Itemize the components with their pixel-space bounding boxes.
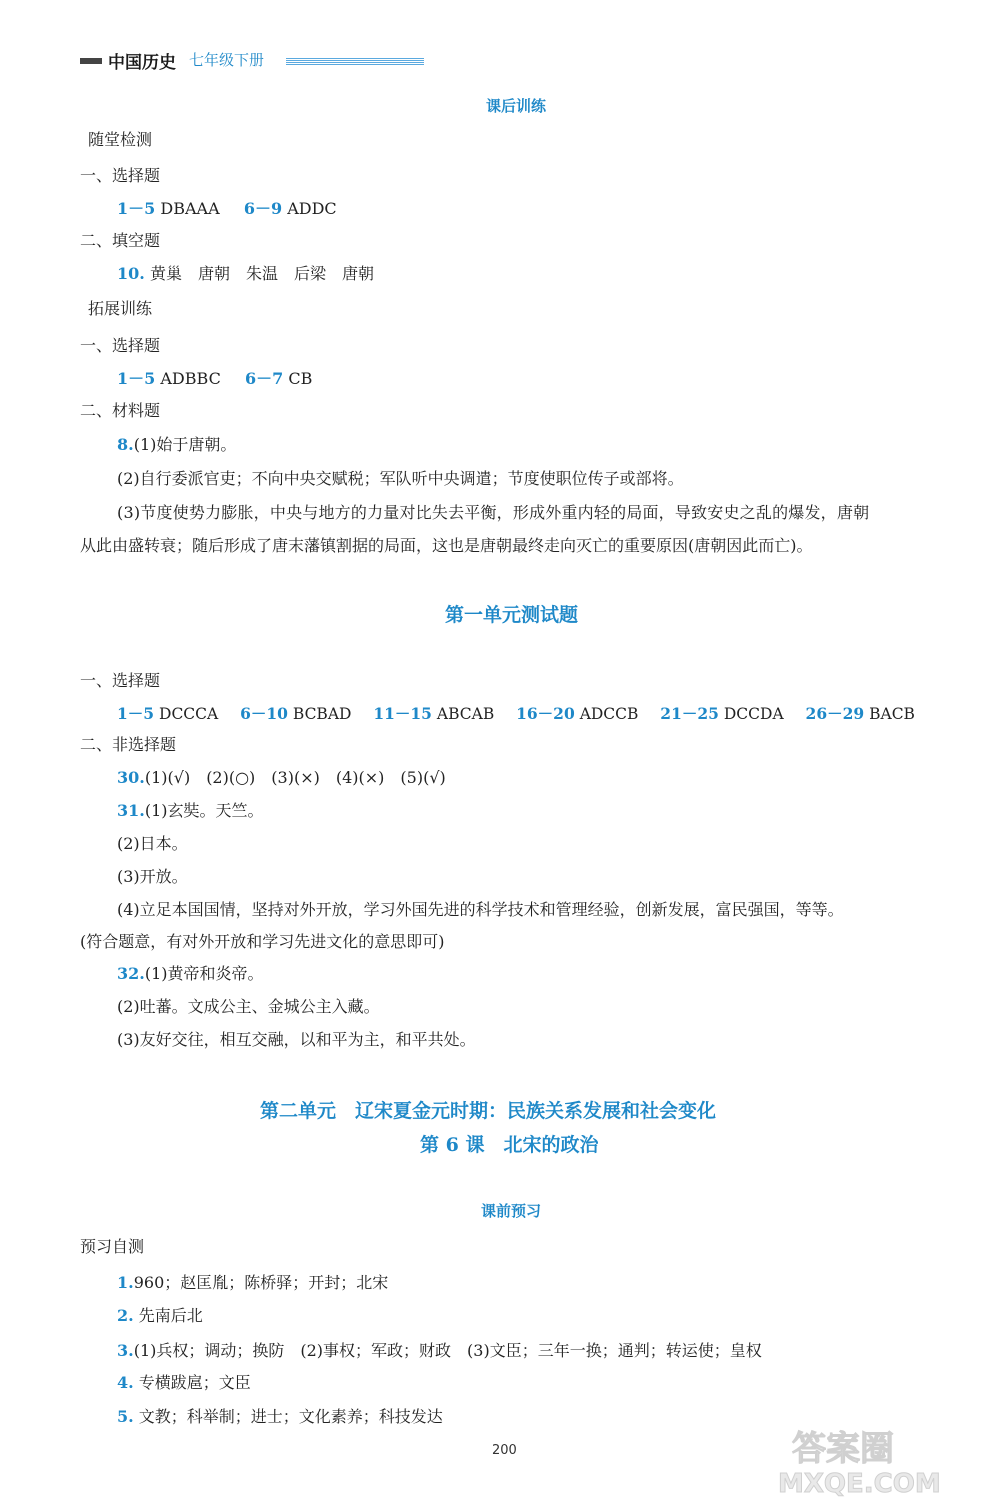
- list-item: [117, 1338, 762, 1361]
- question-number: 30.: [117, 768, 145, 787]
- unit1-test-title: 第一单元测试题: [445, 604, 579, 626]
- answer-text: CB: [288, 369, 313, 388]
- answer-text: 黄巢 唐朝 朱温 后梁 唐朝: [149, 264, 374, 283]
- answer-text: (2)吐蕃。文成公主、金城公主入藏。: [117, 997, 380, 1016]
- question-number: 31.: [117, 801, 145, 820]
- heading-choice: 一、选择题: [80, 671, 161, 690]
- answer-text: (1)黄帝和炎帝。: [144, 964, 264, 983]
- heading-material: 二、材料题: [80, 401, 161, 420]
- question-range: 16－20: [516, 704, 575, 723]
- answer-text: 专横跋扈；文臣: [138, 1373, 251, 1392]
- subsection-self-test: 预习自测: [80, 1237, 145, 1256]
- answer-text: BCBAD: [292, 705, 352, 723]
- answer-text: ADDC: [287, 199, 337, 218]
- answer-text: 文教；科举制；进士；文化素养；科技发达: [138, 1407, 443, 1426]
- question-number: 10.: [117, 264, 145, 283]
- header-stripe-decoration: [286, 58, 424, 66]
- heading-fill: 二、填空题: [80, 231, 161, 250]
- section-title-preview: 课前预习: [481, 1202, 542, 1220]
- answer-line: [117, 961, 264, 984]
- answer-text: DCCCA: [159, 705, 219, 723]
- answer-text: (1)始于唐朝。: [133, 435, 237, 454]
- subsection-extension: 拓展训练: [88, 299, 153, 318]
- question-range: 6－9: [243, 199, 283, 218]
- answer-text: DBAAA: [160, 199, 220, 218]
- watermark-logo: [732, 1420, 982, 1498]
- answer-text: (3)开放。: [117, 867, 188, 886]
- answer-line: [117, 432, 236, 455]
- list-item: [117, 1370, 251, 1393]
- heading-non-choice: 二、非选择题: [80, 735, 177, 754]
- answer-text: 先南后北: [138, 1306, 203, 1325]
- list-item: [117, 1303, 203, 1326]
- watermark-logo-mark: 答案圈: [792, 1429, 894, 1469]
- answer-text: 960；赵匡胤；陈桥驿；开封；北宋: [133, 1273, 389, 1292]
- answer-text: ADCCB: [579, 705, 639, 723]
- answer-text: (符合题意，有对外开放和学习先进文化的意思即可): [80, 932, 445, 951]
- answer-text: ABCAB: [436, 705, 495, 723]
- question-number: 5.: [117, 1407, 134, 1426]
- heading-choice: 一、选择题: [80, 166, 161, 185]
- lesson6-title: 第 6 课 北宋的政治: [420, 1134, 599, 1156]
- answer-line-multi: [117, 702, 915, 724]
- list-item: [117, 1270, 388, 1293]
- page-number: 200: [492, 1443, 517, 1458]
- answer-text: (3)节度使势力膨胀，中央与地方的力量对比失去平衡，形成外重内轻的局面，导致安史之乱的爆发，唐朝: [117, 503, 870, 522]
- header-subject: 中国历史: [108, 53, 176, 73]
- question-number: 8.: [117, 435, 134, 454]
- answer-text: BACB: [869, 705, 915, 723]
- answer-line: [117, 366, 312, 389]
- subsection-in-class-test: 随堂检测: [88, 130, 153, 149]
- question-range: 1－5: [117, 199, 156, 218]
- question-number: 4.: [117, 1373, 134, 1392]
- watermark-logo-url: MXQE.COM: [778, 1469, 941, 1498]
- answer-line: [117, 798, 264, 821]
- answer-line: [117, 765, 446, 788]
- question-range: 21－25: [660, 704, 719, 723]
- question-range: 6－7: [245, 369, 284, 388]
- answer-text: (2)日本。: [117, 834, 188, 853]
- question-range: 26－29: [805, 704, 865, 723]
- section-title-after-class: 课后训练: [486, 97, 547, 115]
- heading-choice: 一、选择题: [80, 336, 161, 355]
- question-number: 1.: [117, 1273, 134, 1292]
- answer-text: (1)玄奘。天竺。: [144, 801, 264, 820]
- question-range: 11－15: [373, 704, 432, 723]
- question-number: 32.: [117, 964, 145, 983]
- question-number: 2.: [117, 1306, 134, 1325]
- question-range: 1－5: [117, 369, 156, 388]
- answer-text: ADBBC: [160, 369, 221, 388]
- answer-text: DCCDA: [723, 705, 784, 723]
- question-range: 6－10: [240, 704, 288, 723]
- header-grade: 七年级下册: [189, 51, 265, 69]
- answer-text: (2)自行委派官吏；不向中央交赋税；军队听中央调遣；节度使职位传子或部将。: [117, 469, 684, 488]
- answer-text: 从此由盛转衰；随后形成了唐末藩镇割据的局面，这也是唐朝最终走向灭亡的重要原因(唐朝因此而亡)。: [80, 536, 813, 555]
- list-item: [117, 1404, 443, 1427]
- answer-line: [117, 261, 374, 284]
- question-number: 3.: [117, 1341, 134, 1360]
- header-bar-icon: [80, 58, 102, 64]
- answer-text: (1)(√) (2)(○) (3)(×) (4)(×) (5)(√): [144, 768, 446, 787]
- answer-text: (4)立足本国国情，坚持对外开放，学习外国先进的科学技术和管理经验，创新发展，富民强国，等等。: [117, 900, 844, 919]
- question-range: 1－5: [117, 704, 155, 723]
- answer-text: (3)友好交往，相互交融，以和平为主，和平共处。: [117, 1030, 476, 1049]
- unit2-title: 第二单元 辽宋夏金元时期：民族关系发展和社会变化: [260, 1100, 717, 1122]
- answer-text: (1)兵权；调动；换防 (2)事权；军政；财政 (3)文臣；三年一换；通判；转运使；皇权: [133, 1341, 762, 1360]
- answer-line: [117, 196, 337, 219]
